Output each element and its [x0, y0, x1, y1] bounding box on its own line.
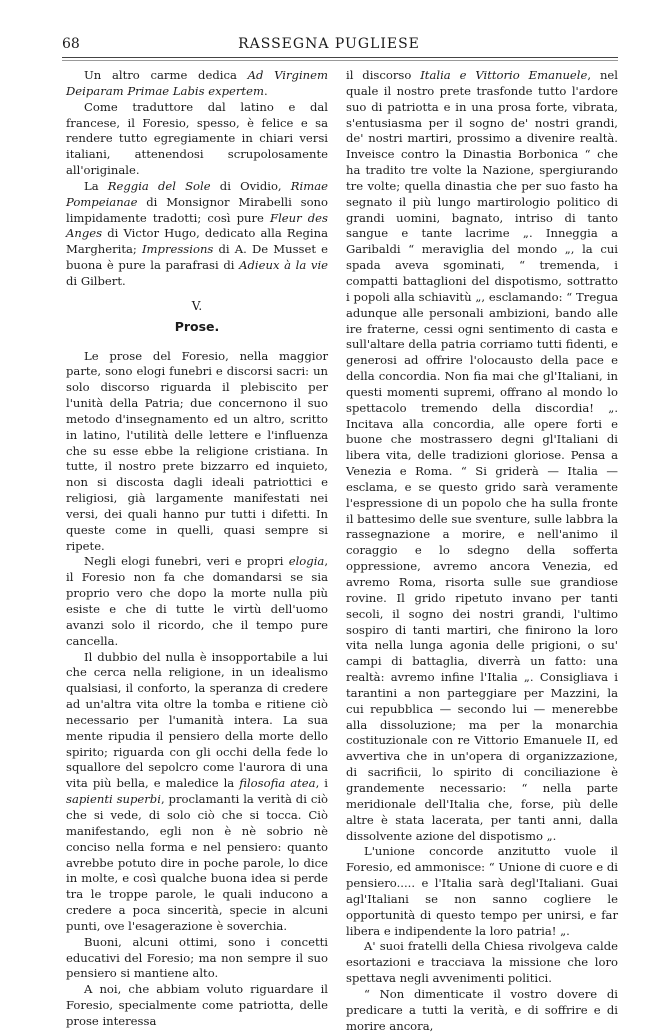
header-rule-thin [62, 60, 618, 61]
page-number: 68 [62, 36, 80, 52]
paragraph: Un altro carme dedica Ad Virginem Deiparam Primae Labis expertem. [66, 68, 328, 98]
paragraph: Buoni, alcuni ottimi, sono i concetti educativi del Foresio; ma non sempre il suo pensiero si mantiene alto. [66, 934, 328, 981]
header-rule [62, 57, 618, 58]
left-column [66, 68, 328, 1030]
paragraph: A noi, che abbiam voluto riguardare il Foresio, specialmente come patriotta, delle prose interessa [66, 982, 328, 1028]
paragraph: il discorso Italia e Vittorio Emanuele, nel quale il nostro prete trasfonde tutto l'ardore suo di patriotta e in una prosa forte, vibrata, s'entusiasma per il sogno de' nostri grandi, de' nostri martiri, prossimo a divenire realtà. Inveisce contro la Dinastia Borbonica “ che ha tradito tre volte la Nazione, spergiurando tre volte; quella dinastia che per suo fasto ha segnato il più lungo martirologio politico di grandi uomini, bagnato, intriso di tanto sangue e tante lacrime „. Inneggia a Garibaldi “ meraviglia del mondo „, la cui spada aveva sgominati, “ tremenda, i compatti battaglioni del dispotismo, sottratto i popoli alla schiavitù „, esclamando: “ Tregua adunque alle personali ambizioni, bando alle ire fraterne, cessi ogni sentimento di casta e sull'altare della patria corriamo tutti fidenti, e generosi ad offrire l'olocausto della pace e della concordia. Non fia mai che gl'Italiani, in questi momenti supremi, offrano al mondo lo spettacolo tremendo della discordia! „. Incitava alla concordia, alle opere forti e buone che mostrassero degni gl'Italiani di libera vita, delle tradizioni gloriose. Pensa a Venezia e Roma. “ Si griderà — Italia — esclama, e se questo grido sarà veramente l'espressione di un popolo che ha sulla fronte il battesimo delle sue sventure, sulle labbra la rassegnazione a morire, e nell'animo il coraggio e lo sdegno della sofferta oppressione, avremo ancora Venezia, ed avremo Roma, risorta sulle sue grandiose rovine. Il grido ripetuto invano per tanti secoli, il sogno dei nostri grandi, l'ultimo sospiro di tanti martiri, che finirono la loro vita nella lunga agonia delle prigioni, o su' campi di battaglia, diverrà un fatto: una realtà: avremo infine l'Italia „. Consigliava i tarantini a non parteggiare per Mazzini, la cui repubblica — secondo lui — menerebbe alla dissoluzione; ma per la monarchia costituzionale con re Vittorio Emanuele II, ed avvertiva che in un'opera di organizzazione, di sacrificii, lo spirito di conciliazione è grandemente necessario: “ nella parte meridionale dell'Italia che, forse, più delle altre è stata lacerata, per tanti anni, dalla dissolvente azione del dispotismo „. [346, 68, 618, 843]
paragraph: Il dubbio del nulla è insopportabile a lui che cerca nella religione, in un idealismo qualsiasi, il conforto, la speranza di credere ad un'altra vita oltre la tomba e ritiene ciò necessario per l'umanità intera. La sua mente ripudia il pensiero della morte dello spirito; riguarda con gli occhi della fede lo squallore del sepolcro come l'aurora di una vita più bella, e maledice la filosofia atea, i sapienti superbi, proclamanti la verità di ciò che si vede, di solo ciò che si tocca. Ciò manifestando, egli non è nè sobrio nè conciso nella forma e nel pensiero: quanto avrebbe potuto dire in poche parole, lo dice in molte, e così qualche buona idea si perde tra le troppe parole, le quali inducono a credere a poca sincerità, specie in alcuni punti, ove l'esagerazione è soverchia. [66, 649, 329, 933]
paragraph: La Reggia del Sole di Ovidio, Rimae Pompeianae di Monsignor Mirabelli sono limpidamente tradotti; così pure Fleur des Anges di Victor Hugo, dedicato alla Regina Margherita; Impressions di A. De Musset e buona è pure la parafrasi di Adieux à la vie di Gilbert. [66, 178, 329, 288]
section-number: V. [191, 298, 203, 313]
paragraph: “ Non dimenticate il vostro dovere di predicare a tutti la verità, e di soffrire e di morire ancora, [346, 986, 618, 1033]
paragraph: L'unione concorde anzitutto vuole il Foresio, ed ammonisce: “ Unione di cuore e di pensiero..... e l'Italia sarà degl'Italiani. Guai agl'Italiani se non sanno cogliere le opportunità di questo tempo per unirsi, e far libera e indipendente la loro patria! „. [346, 844, 618, 938]
paragraph: Le prose del Foresio, nella maggior parte, sono elogi funebri e discorsi sacri: un solo discorso riguarda il plebiscito per l'unità della Patria; due concernono il suo metodo d'insegnamento ed un altro, scritto in latino, l'utilità delle lettere e l'influenza che su esse ebbe la religione cristiana. In tutte, il nostro prete bizzarro ed inquieto, non si discosta dagli ideali patriottici e religiosi, già largamente manifestati nei versi, dei quali hanno pur tutti i difetti. In queste come in quelli, quasi sempre si ripete. [66, 348, 328, 553]
paragraph: Negli elogi funebri, veri e propri elogia, il Foresio non fa che domandarsi se sia proprio vero che dopo la morte nulla più esiste e che di tutte le virtù dell'uomo avanzi solo il ricordo, che il tempo pure cancella. [66, 554, 328, 648]
paragraph: A' suoi fratelli della Chiesa rivolgeva calde esortazioni e tracciava la missione che loro spettava negli avvenimenti politici. [346, 939, 618, 986]
section-title: Prose. [174, 318, 220, 334]
running-title: RASSEGNA PUGLIESE [238, 36, 420, 52]
right-column [346, 68, 618, 1034]
paragraph: Come traduttore dal latino e dal francese, il Foresio, spesso, è felice e sa rendere tutto egregiamente in chiari versi italiani, attenendosi scrupolosamente all'originale. [66, 99, 328, 178]
